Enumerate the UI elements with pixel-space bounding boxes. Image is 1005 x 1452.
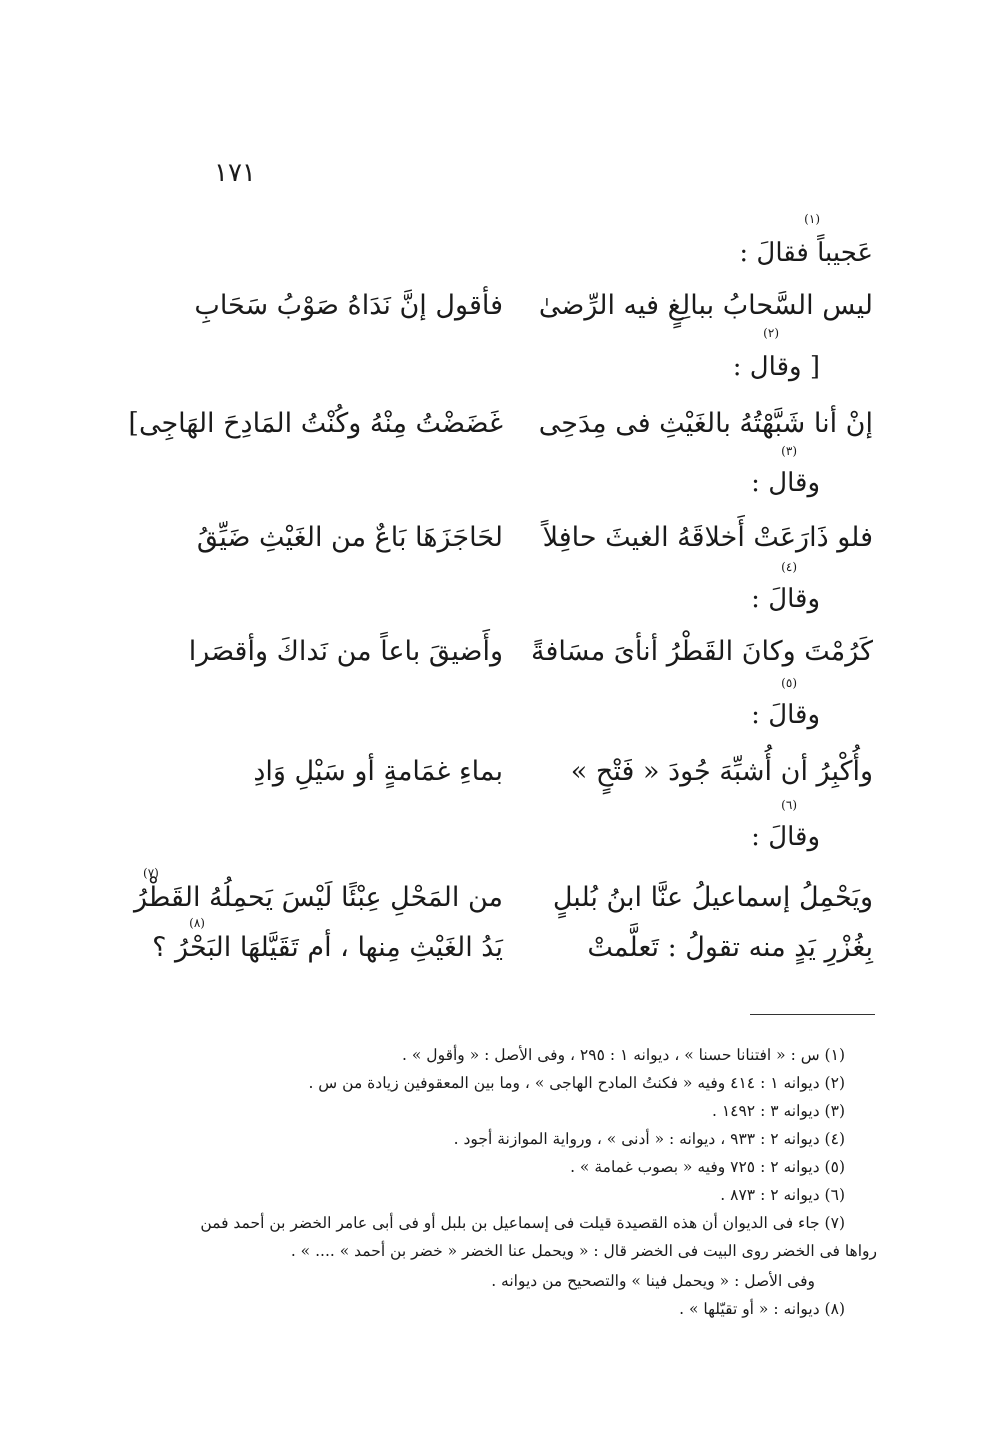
intro-text: عَجيباً فقالَ :	[739, 238, 873, 268]
note-ref-2: (٢)	[763, 326, 779, 340]
footnote-7: (٧) جاء فى الديوان أن هذه القصيدة قيلت فى إسماعيل بن بلبل أو فى أبى عامر الخضر بن أحمد فمن	[200, 1214, 845, 1232]
hemistich-text: يَدُ الغَيْثِ مِنها ، أم تَقَيَّلهَا البَحْرُ ؟	[152, 932, 503, 963]
verse-4-first-hemistich: كَرُمْتَ وكانَ القَطْرُ أنأىَ مسَافةً	[531, 636, 873, 667]
verse-1-first-hemistich: ليس السَّحابُ ببالِغٍ فيه الرِّضىٰ	[538, 290, 873, 321]
intro-line-6	[751, 798, 820, 852]
verse-2-first-hemistich: إنْ أنا شَبَّهْتُهُ بالغَيْثِ فى مِدَحِى	[538, 408, 873, 439]
verse-5-first-hemistich: وأُكْبِرُ أن أُشبِّهَ جُودَ « فَتْحٍ »	[570, 756, 873, 787]
note-ref-3: (٣)	[781, 444, 797, 458]
footnote-separator	[750, 1014, 875, 1015]
verse-6-second-hemistich	[134, 866, 503, 913]
footnote-5: (٥) ديوانه ٢ : ٧٢٥ وفيه « بصوب غمامة » .	[570, 1158, 845, 1176]
verse-1-second-hemistich: فأقول إنَّ نَدَاهُ صَوْبُ سَحَابِ	[194, 290, 503, 321]
verse-7-first-hemistich: بِغُزْرِ يَدٍ منه تقولُ : تَعلَّمتْ	[587, 932, 873, 963]
intro-line-3	[751, 444, 820, 498]
footnote-6: (٦) ديوانه ٢ : ٨٧٣ .	[720, 1186, 845, 1204]
verse-3-first-hemistich: فلو ذَارَعَتْ أَخلاقَهُ الغيثَ حافِلاً	[542, 522, 873, 553]
verse-3-second-hemistich: لحَاجَزَهَا بَاعٌ من الغَيْثِ ضَيِّقُ	[196, 522, 503, 553]
footnote-8: (٨) ديوانه : « أو تقيّلها » .	[679, 1300, 845, 1318]
intro-line-2	[732, 326, 820, 382]
note-ref-6: (٦)	[781, 798, 797, 812]
intro-line-5	[751, 676, 820, 730]
verse-4-second-hemistich: وأَضيقَ باعاً من نَداكَ وأقصَرا	[188, 636, 503, 667]
footnote-1: (١) س : « افتنانا حسنا » ، ديوانه ١ : ٢٩٥ ، وفى الأصل : « وأقول » .	[402, 1046, 845, 1064]
intro-line-1	[739, 212, 873, 268]
note-ref-8: (٨)	[189, 916, 205, 930]
note-ref-1: (١)	[804, 212, 820, 226]
intro-text: وقالَ :	[751, 822, 820, 852]
footnote-4: (٤) ديوانه ٢ : ٩٣٣ ، ديوانه : « أدنى » ، ورواية الموازنة أجود .	[453, 1130, 845, 1148]
footnote-7-note: وفى الأصل : « ويحمل فينا » والتصحيح من ديوانه .	[491, 1272, 815, 1290]
intro-text: وقال :	[751, 468, 820, 498]
note-ref-4: (٤)	[781, 560, 797, 574]
intro-text: وقالَ :	[751, 584, 820, 614]
verse-6-first-hemistich: ويَحْمِلُ إسماعيلُ عنَّا ابنُ بُلبلٍ	[552, 882, 873, 913]
footnote-3: (٣) ديوانه ٣ : ١٤٩٢ .	[711, 1102, 845, 1120]
intro-text: وقالَ :	[751, 700, 820, 730]
note-ref-7: (٧)	[143, 866, 159, 880]
verse-2-second-hemistich: غَضَضْتُ مِنْهُ وكُنْتُ المَادِحَ الهَاجِى]	[128, 408, 503, 439]
page-number: ١٧١	[214, 158, 256, 188]
hemistich-text: من المَحْلِ عِبْئًا لَيْسَ يَحمِلُهُ القَطْرُ	[134, 882, 503, 913]
intro-line-4	[751, 560, 820, 614]
intro-text: [ وقال :	[732, 352, 820, 382]
footnote-7-continuation: رواها فى الخضر روى البيت فى الخضر قال : « ويحمل عنا الخضر « خضر بن أحمد » .... » .	[290, 1242, 877, 1260]
verse-5-second-hemistich: بماءِ غمَامةٍ أو سَيْلِ وَادِ	[253, 756, 503, 787]
footnote-2: (٢) ديوانه ١ : ٤١٤ وفيه « فكنتُ المادح الهاجى » ، وما بين المعقوفين زيادة من س .	[308, 1074, 845, 1092]
note-ref-5: (٥)	[781, 676, 797, 690]
verse-7-second-hemistich	[152, 916, 503, 963]
